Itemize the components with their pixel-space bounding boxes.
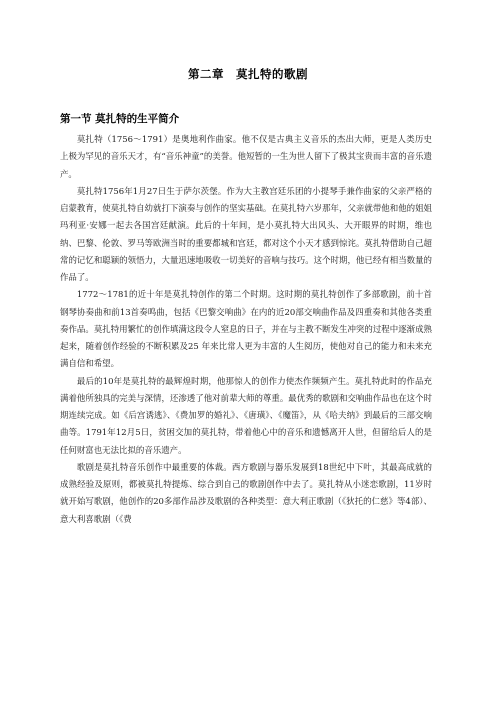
chapter-title: 第二章 莫扎特的歌剧 [188,67,308,81]
paragraph-final-decade: 最后的10年是莫扎特的最辉煌时期，他那惊人的创作力使杰作频频产生。莫扎特此时的作品充满着他所独具的完美与深情，还渗透了他对前辈大师的尊重。最优秀的歌剧和交响曲作品也在这个时期连续完成。如《后宫诱逃》、《费加罗的婚礼》、《唐璜》、《魔笛》，从《哈夫纳》到最后的三部交响曲等。1791年12月5日，贫困交加的莫扎特，带着他心中的音乐和遗憾离开人世，但留给后人的是任何财富也无法比拟的音乐遗产。 [60,375,432,455]
body-text [60,131,432,528]
paragraph-intro: 莫扎特（1756～1791）是奥地利作曲家。他不仅是古典主义音乐的杰出大师，更是人类历史上极为罕见的音乐天才，有“音乐神童”的美誉。他短暂的一生为世人留下了极其宝贵而丰富的音乐遗产。 [60,134,432,179]
paragraph-opera: 歌剧是莫扎特音乐创作中最重要的体裁。西方歌剧与器乐发展到18世纪中下叶，其最高成就的成熟经验及原则，都被莫扎特提炼、综合到自己的歌剧创作中去了。莫扎特从小迷恋歌剧，11岁时就开始写歌剧，他创作的20多部作品涉及歌剧的各种类型：意大利正歌剧（《狄托的仁慈》等4部）、意大利喜歌剧（《费 [60,461,432,524]
paragraph-early-life: 莫扎特1756年1月27日生于萨尔茨堡。作为大主教宫廷乐团的小提琴手兼作曲家的父亲严格的启蒙教育，使莫扎特自幼就打下演奏与创作的坚实基础。在莫扎特六岁那年，父亲就带他和他的姐姐玛利亚·安娜一起去各国宫廷献演。此后的十年间，是小莫扎特大出风头、大开眼界的时期，维也纳、巴黎、伦敦、罗马等欧洲当时的重要都城和宫廷，都对这个小天才感到惊诧。莫扎特借助自己超常的记忆和聪颖的领悟力，大量迅速地吸收一切美好的音响与技巧。这个时期，他已经有相当数量的作品了。 [60,185,432,282]
paragraph-second-period: 1772～1781的近十年是莫扎特创作的第二个时期。这时期的莫扎特创作了多部歌剧，前十首钢琴协奏曲和前13首奏鸣曲，包括《巴黎交响曲》在内的近20部交响曲作品及四重奏和其他各类重奏作品。莫扎特用繁忙的创作填满这段令人窒息的日子，并在与主教不断发生冲突的过程中逐渐成熟起来，随着创作经验的不断积累及25 年来比常人更为丰富的人生阅历，使他对自己的能力和未来充满自信和希望。 [60,289,432,369]
section-title: 第一节 莫扎特的生平简介 [60,113,180,125]
